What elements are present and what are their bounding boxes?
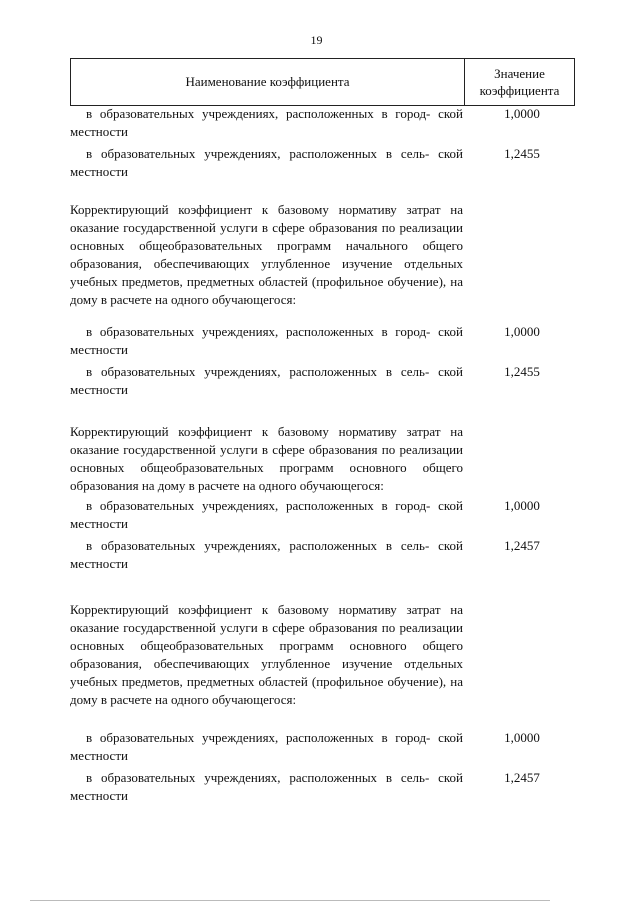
row-value: 1,0000	[504, 730, 540, 745]
header-coefficient-name: Наименование коэффициента	[71, 59, 465, 105]
row-text: в образовательных учреждениях, расположенных в город- ской местности	[70, 730, 463, 763]
header-value-line1: Значение	[494, 66, 545, 81]
table-row	[70, 323, 575, 359]
table-row	[70, 497, 575, 533]
table-body	[70, 105, 575, 805]
table-row	[70, 105, 575, 141]
page-number: 19	[310, 33, 323, 47]
coefficient-description: Корректирующий коэффициент к базовому нормативу затрат на оказание государственной услуги в сфере образования по реализации основных общеобразовательных программ основного общего образования, обеспечивающих углубленное изучение отдельных учебных предметов, предметных областей (профильное обучение), на дому в расчете на одного обучающегося:	[70, 602, 463, 707]
coefficient-description: Корректирующий коэффициент к базовому нормативу затрат на оказание государственной услуги в сфере образования по реализации основных общеобразовательных программ начального общего образования, обеспечивающих углубленное изучение отдельных учебных предметов, предметных областей (профильное обучение), на дому в расчете на одного обучающегося:	[70, 202, 463, 307]
table-row	[70, 145, 575, 181]
row-text: в образовательных учреждениях, расположенных в сель- ской местности	[70, 364, 463, 397]
row-value: 1,2457	[504, 770, 540, 785]
row-value: 1,2455	[504, 146, 540, 161]
row-text: в образовательных учреждениях, расположенных в город- ской местности	[70, 498, 463, 531]
row-text: в образовательных учреждениях, расположенных в город- ской местности	[70, 324, 463, 357]
table-header-row	[70, 58, 575, 106]
row-value: 1,2455	[504, 364, 540, 379]
header-coefficient-value	[465, 59, 574, 105]
table-row	[70, 363, 575, 399]
row-text: в образовательных учреждениях, расположенных в город- ской местности	[70, 106, 463, 139]
row-value: 1,0000	[504, 106, 540, 121]
page-footer-rule	[30, 900, 550, 901]
row-value: 1,0000	[504, 324, 540, 339]
row-value: 1,0000	[504, 498, 540, 513]
header-value-line2: коэффициента	[479, 83, 560, 98]
row-text: в образовательных учреждениях, расположенных в сель- ской местности	[70, 538, 463, 571]
table-row	[70, 769, 575, 805]
coefficient-description: Корректирующий коэффициент к базовому нормативу затрат на оказание государственной услуги в сфере образования по реализации основных общеобразовательных программ основного общего образования на дому в расчете на одного обучающегося:	[70, 424, 463, 493]
row-text: в образовательных учреждениях, расположенных в сель- ской местности	[70, 146, 463, 179]
row-value: 1,2457	[504, 538, 540, 553]
table-row	[70, 537, 575, 573]
row-text: в образовательных учреждениях, расположенных в сель- ской местности	[70, 770, 463, 803]
coefficient-table-header	[70, 58, 575, 106]
table-row	[70, 729, 575, 765]
